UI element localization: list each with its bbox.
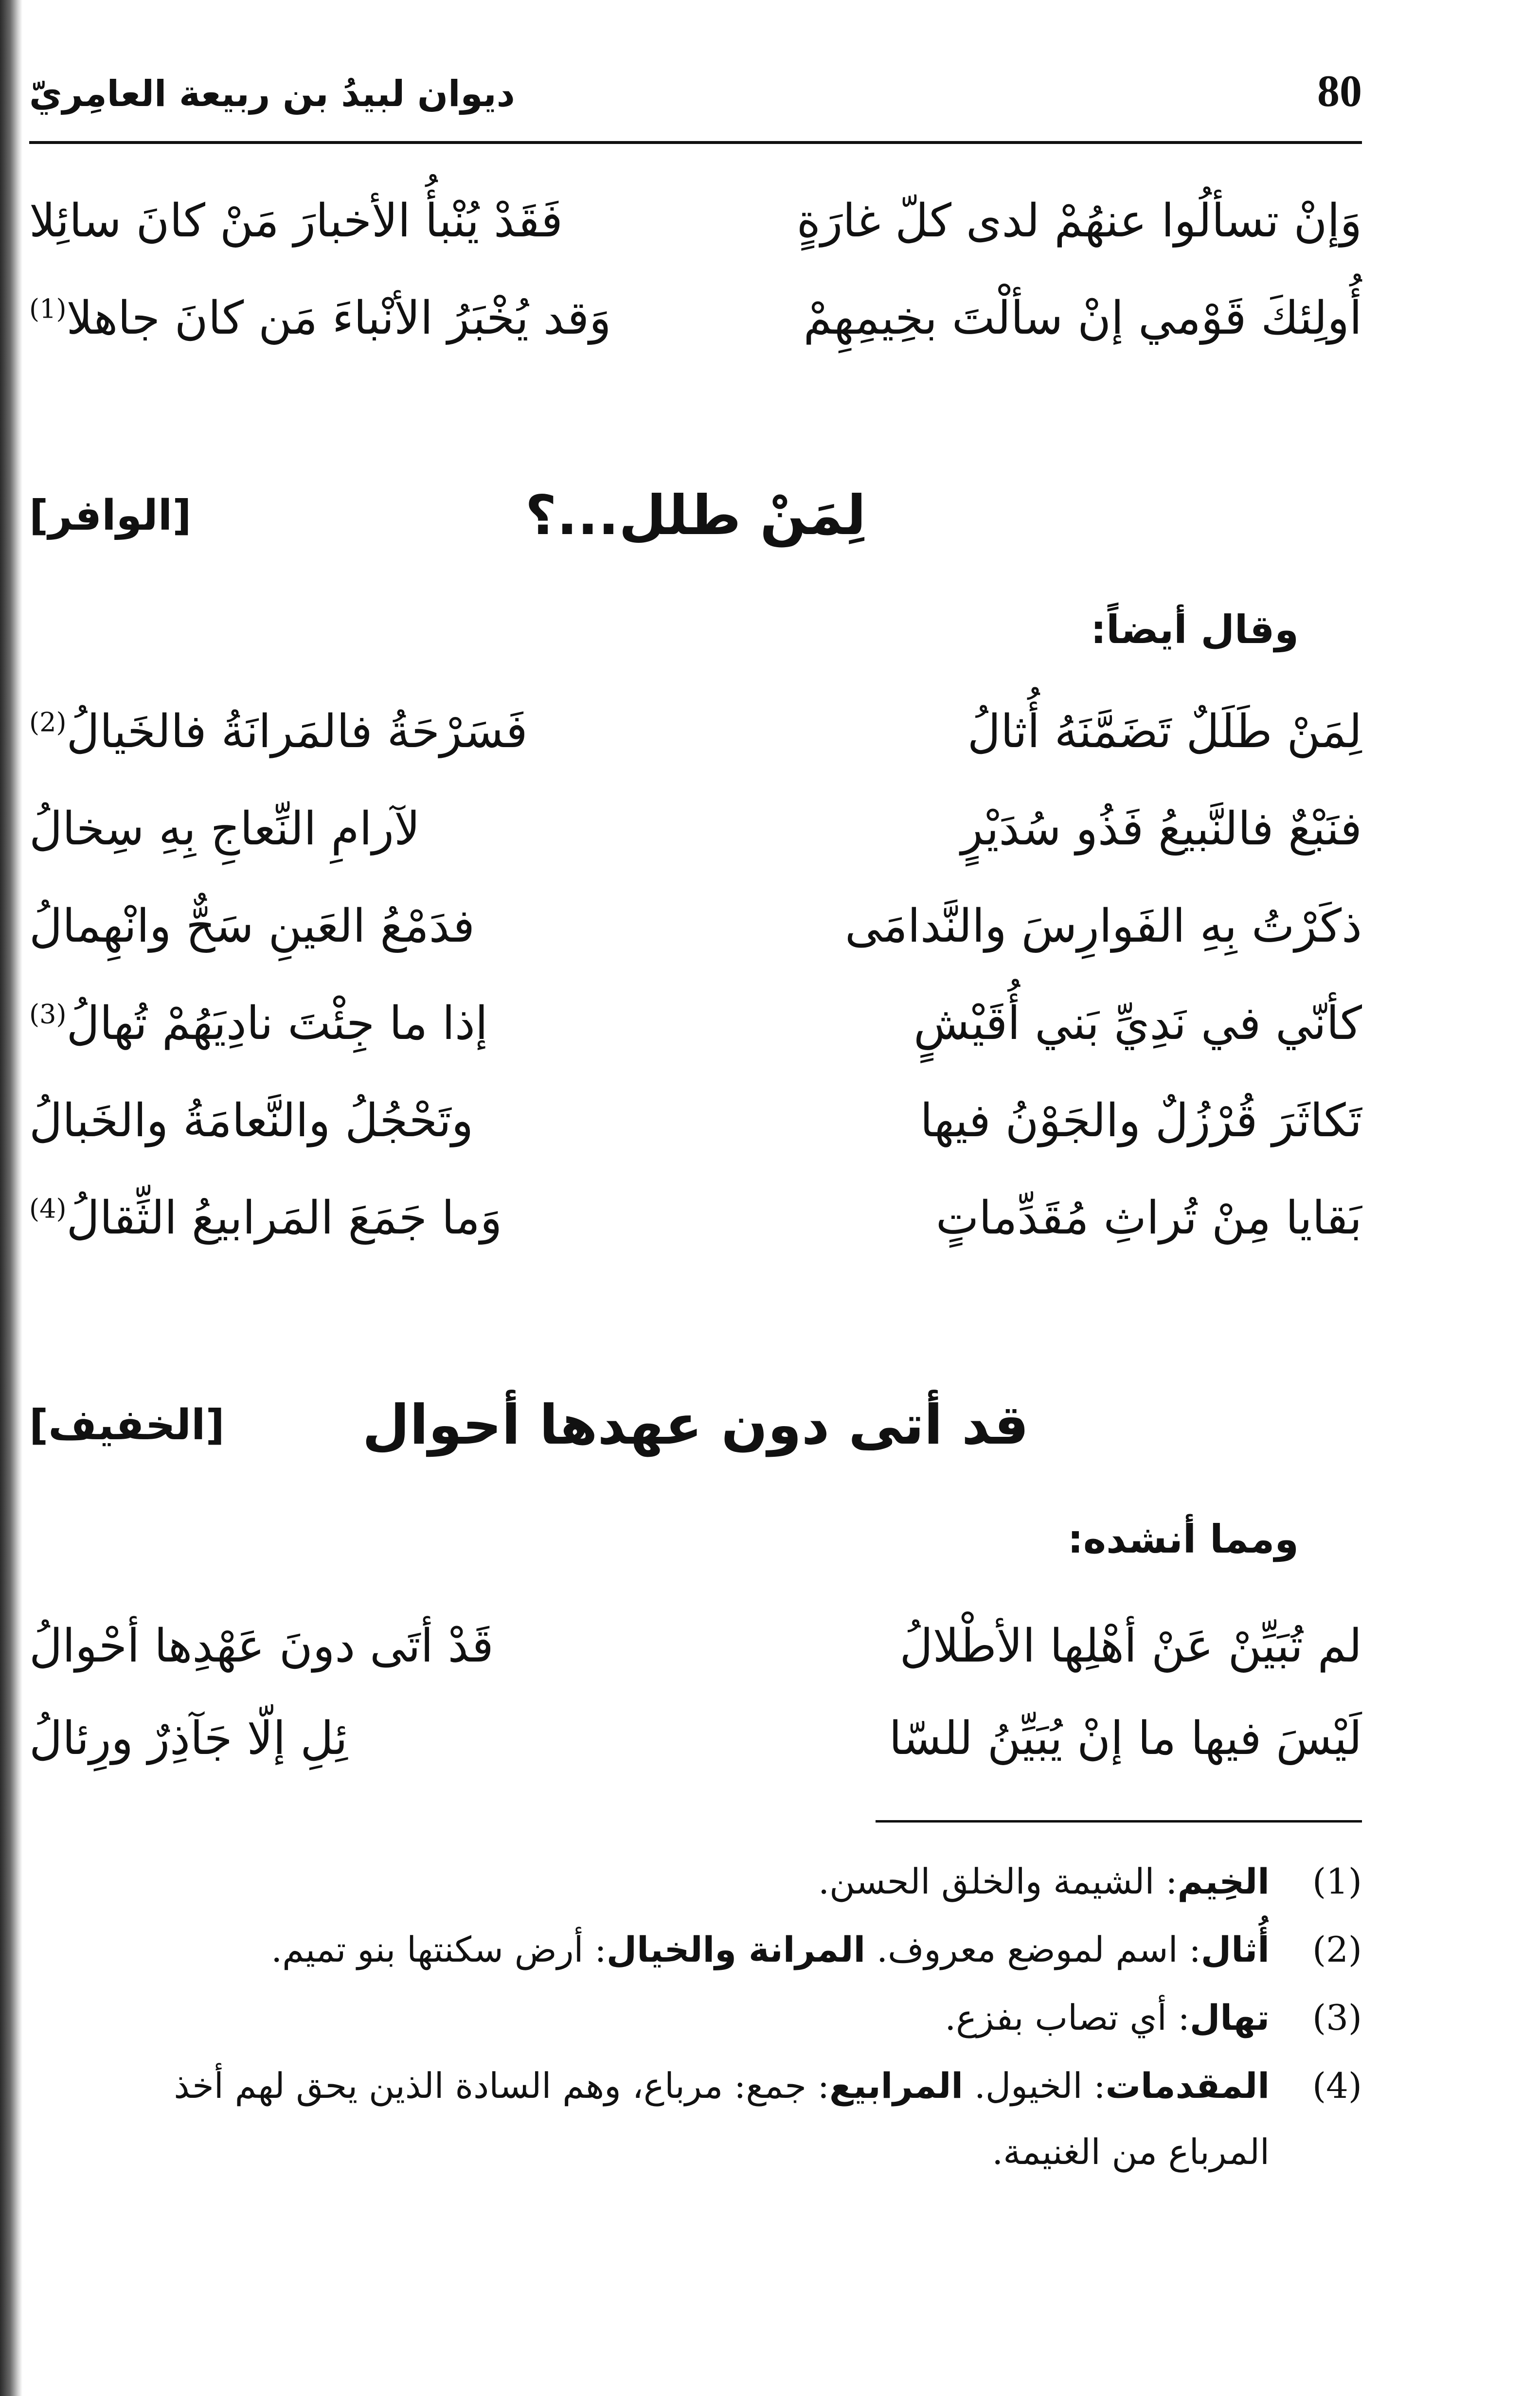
footnote-gloss: : أي تصاب بفزع. [945, 1997, 1190, 2038]
verse-second-hemistich: وتَحْجُلُ والنَّعامَةُ والخَبالُ [29, 1094, 474, 1147]
footnote-number: (4) [1312, 2065, 1362, 2106]
book-title: ديوان لبيدُ بن ربيعة العامِريّ [29, 73, 515, 115]
footnote-term: الخِيم [1177, 1861, 1270, 1902]
verse-row [29, 788, 1362, 871]
verse-second-hemistich: فدَمْعُ العَينِ سَحٌّ وانْهِمالُ [29, 900, 475, 953]
verse-second-hemistich: وَما جَمَعَ المَرابيعُ الثِّقالُ$^{(4)}$ [29, 1192, 502, 1245]
verse-second-hemistich: ئِلِ إلّا جَآذِرٌ ورِئالُ [29, 1712, 348, 1765]
footnote-gloss: : الشيمة والخلق الحسن. [818, 1861, 1178, 1902]
verse-first-hemistich: تَكاثَرَ قُرْزُلٌ والجَوْنُ فيها [920, 1094, 1362, 1147]
scan-edge-shadow [0, 0, 22, 2396]
footnote-term: المرابيع [829, 2065, 964, 2106]
verse-first-hemistich: كأنّي في نَدِيِّ بَني أُقَيْشٍ [913, 997, 1362, 1050]
footnote-number: (3) [1312, 1997, 1362, 2038]
verse-second-hemistich: فَسَرْحَةُ فالمَرانَةُ فالخَيالُ$^{(2)}$ [29, 705, 528, 758]
footnote-number: (2) [1312, 1929, 1362, 1970]
book-page [29, 0, 1362, 2396]
footnote-term: المقدمات [1105, 2065, 1270, 2106]
poem-heading [29, 1377, 1362, 1474]
verse-first-hemistich: لِمَنْ طَلَلٌ تَضَمَّنَهُ أُثالُ [967, 705, 1362, 758]
verse-second-hemistich: وَقد يُخْبَرُ الأنْباءَ مَن كانَ جاهلا$^{(1)}$ [29, 292, 611, 345]
footnote-term: تهال [1189, 1997, 1270, 2038]
verse-second-hemistich: قَدْ أتَى دونَ عَهْدِها أحْوالُ [29, 1620, 494, 1673]
verse-row [29, 277, 1362, 360]
footnote-divider [876, 1820, 1362, 1823]
verse-first-hemistich: بَقايا مِنْ تُراثِ مُقَدِّماتٍ [935, 1192, 1362, 1245]
footnote-term: أُثال [1200, 1929, 1270, 1970]
verse-second-hemistich: إذا ما جِئْتَ نادِيَهُمْ تُهالُ$^{(3)}$ [29, 997, 488, 1050]
footnote-text [29, 1848, 1270, 1914]
poem-intro: وقال أيضاً: [1091, 607, 1299, 652]
verse-row [29, 1698, 1362, 1780]
verse-row [29, 885, 1362, 968]
footnote-gloss: : جمع: مرباع، وهم السادة الذين يحق لهم أخذ [174, 2065, 829, 2106]
verse-second-hemistich: لآرامِ النِّعاجِ بِهِ سِخالُ [29, 803, 420, 856]
verse-first-hemistich: فنَبْعٌ فالنَّبيعُ فَذُو سُدَيْرٍ [961, 803, 1362, 856]
poem-heading [29, 467, 1362, 564]
footnote-marker: (3) [29, 999, 67, 1030]
verse-first-hemistich: لم تُبَيِّنْ عَنْ أهْلِها الأطْلالُ [899, 1620, 1362, 1673]
verse-first-hemistich: لَيْسَ فيها ما إنْ يُبَيِّنُ للسّا [889, 1712, 1362, 1765]
page-number: 80 [1317, 66, 1362, 116]
footnote-text [29, 2053, 1270, 2185]
verse-first-hemistich: وَإنْ تسألُوا عنهُمْ لدى كلّ غارَةٍ [796, 195, 1362, 248]
verse-first-hemistich: أُولِئكَ قَوْمي إنْ سألْتَ بخِيمِهِمْ [803, 292, 1362, 345]
verse-second-hemistich: فَقَدْ يُنْبأُ الأخبارَ مَنْ كانَ سائِلا [29, 195, 563, 248]
poem-title: قد أتى دون عهدها أحوال [362, 1394, 1029, 1457]
verse-row [29, 1177, 1362, 1260]
verse-row [29, 691, 1362, 773]
footnote-text [29, 1916, 1270, 1983]
footnote-gloss: المرباع من الغنيمة. [992, 2131, 1270, 2172]
poem-meter: [الخفيف] [29, 1401, 225, 1449]
footnote-term: المرانة والخيال [606, 1929, 866, 1970]
poem-title: لِمَنْ طلل...؟ [525, 484, 866, 547]
poem-meter: [الوافر] [29, 491, 192, 540]
footnote-gloss: : الخيول. [974, 2065, 1106, 2106]
verse-row [29, 1080, 1362, 1162]
footnote-text [29, 1985, 1270, 2051]
footnote-gloss: : أرض سكنتها بنو تميم. [271, 1929, 607, 1970]
footnote-gloss: : اسم لموضع معروف. [877, 1929, 1201, 1970]
verse-row [29, 1605, 1362, 1688]
footnote-marker: (2) [29, 707, 67, 738]
verse-row [29, 983, 1362, 1065]
poem-intro: ومما أنشده: [1067, 1517, 1299, 1562]
footnote-marker: (4) [29, 1193, 67, 1224]
footnote-marker: (1) [29, 293, 67, 324]
verse-first-hemistich: ذكَرْتُ بِهِ الفَوارِسَ والنَّدامَى [845, 900, 1362, 953]
verse-row [29, 180, 1362, 263]
footnote-number: (1) [1312, 1861, 1362, 1902]
running-header [29, 58, 1362, 144]
